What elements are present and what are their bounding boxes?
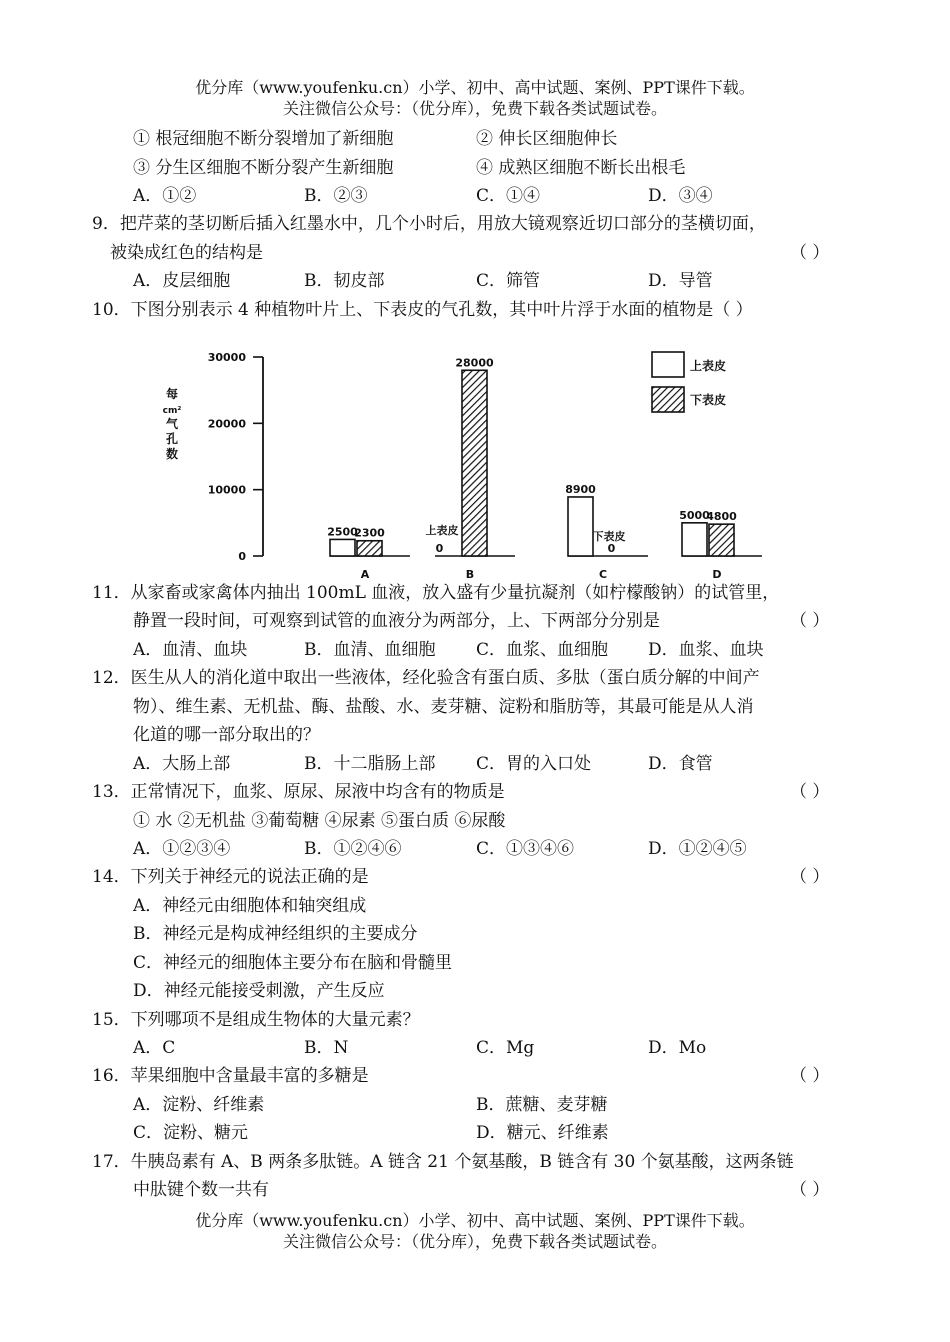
- q14-stem-line-1: 14．下列关于神经元的说法正确的是: [92, 867, 369, 887]
- q11-answer-paren: （ ）: [790, 611, 830, 631]
- bar-B-下表皮: [462, 370, 487, 556]
- q8-item-4: ④ 成熟区细胞不断长出根毛: [476, 158, 686, 178]
- q11-option-a: A．血清、血块: [133, 640, 248, 660]
- q13-option-a: A．①②③④: [133, 839, 231, 859]
- q9-option-c: C．筛管: [476, 271, 541, 291]
- q12-stem-line-2: 物）、维生素、无机盐、酶、盐酸、水、麦芽糖、淀粉和脂肪等，其最可能是从人消: [133, 697, 754, 717]
- q17-answer-paren: （ ）: [790, 1180, 830, 1200]
- q13-option-b: B．①②④⑥: [304, 839, 402, 859]
- x-tick-label-B: B: [465, 568, 475, 581]
- legend-label-upper: 上表皮: [690, 359, 727, 373]
- q11-option-d: D．血浆、血块: [648, 640, 764, 660]
- legend-swatch-upper: [652, 352, 684, 377]
- legend-label-lower: 下表皮: [690, 393, 727, 407]
- bar-label-C-下表皮: 0: [607, 542, 616, 555]
- q14-option-d: D．神经元能接受刺激，产生反应: [133, 981, 385, 1001]
- q8-option-b: B．②③: [304, 186, 368, 206]
- y-axis-label-part-4: 数: [165, 447, 179, 461]
- q14-option-a: A．神经元由细胞体和轴突组成: [133, 896, 367, 916]
- q8-item-3: ③ 分生区细胞不断分裂产生新细胞: [133, 158, 394, 178]
- q11-stem-line-2: 静置一段时间，可观察到试管的血液分为两部分，上、下两部分分别是: [133, 611, 660, 631]
- stomata-bar-chart: [0, 340, 950, 585]
- q13-items: ① 水 ②无机盐 ③葡萄糖 ④尿素 ⑤蛋白质 ⑥尿酸: [133, 811, 506, 831]
- bar-A-上表皮: [330, 539, 355, 556]
- q8-item-1: ① 根冠细胞不断分裂增加了新细胞: [133, 129, 394, 149]
- q16-option-b: B．蔗糖、麦芽糖: [476, 1095, 608, 1115]
- q15-option-d: D．Mo: [648, 1038, 707, 1058]
- q8-option-a: A．①②: [133, 186, 197, 206]
- q11-option-b: B．血清、血细胞: [304, 640, 436, 660]
- q9-answer-paren: （ ）: [790, 243, 830, 263]
- x-tick-label-A: A: [360, 568, 370, 581]
- q14-answer-paren: （ ）: [790, 867, 830, 887]
- bar-A-下表皮: [357, 541, 382, 556]
- y-axis-label-part-3: 孔: [165, 432, 179, 446]
- q11-option-c: C．血浆、血细胞: [476, 640, 609, 660]
- q13-stem-line-1: 13．正常情况下，血浆、原尿、尿液中均含有的物质是: [92, 782, 505, 802]
- q16-option-d: D．糖元、纤维素: [476, 1123, 609, 1143]
- q10-stem-line-1: 10．下图分别表示 4 种植物叶片上、下表皮的气孔数，其中叶片浮于水面的植物是（ ）: [92, 300, 753, 320]
- q15-option-b: B．N: [304, 1038, 349, 1058]
- q9-stem-line-2: 被染成红色的结构是: [110, 243, 263, 263]
- q9-option-a: A．皮层细胞: [133, 271, 231, 291]
- y-axis-label-part-0: 每: [165, 387, 179, 401]
- q15-option-a: A．C: [133, 1038, 176, 1058]
- q8-option-c: C．①④: [476, 186, 541, 206]
- q12-option-a: A．大肠上部: [133, 754, 231, 774]
- q11-stem-line-1: 11．从家畜或家禽体内抽出 100mL 血液，放入盛有少量抗凝剂（如柠檬酸钠）的试管里，: [92, 583, 780, 603]
- footer-line-2: 关注微信公众号：（优分库），免费下载各类试题试卷。: [282, 1232, 667, 1251]
- x-tick-label-C: C: [598, 568, 608, 581]
- q13-answer-paren: （ ）: [790, 782, 830, 802]
- q16-stem-line-1: 16．苹果细胞中含量最丰富的多糖是: [92, 1066, 369, 1086]
- q13-option-c: C．①③④⑥: [476, 839, 575, 859]
- header-line-2: 关注微信公众号：（优分库），免费下载各类试题试卷。: [282, 99, 667, 118]
- y-tick-label-3: 30000: [207, 351, 246, 364]
- q14-option-b: B．神经元是构成神经组织的主要成分: [133, 924, 418, 944]
- q12-option-d: D．食管: [648, 754, 713, 774]
- bar-label-D-下表皮: 4800: [706, 510, 737, 524]
- y-tick-label-0: 0: [238, 550, 246, 563]
- q14-option-c: C．神经元的细胞体主要分布在脑和骨髓里: [133, 953, 453, 973]
- x-tick-label-D: D: [712, 568, 722, 581]
- y-tick-label-1: 10000: [207, 483, 246, 497]
- q8-option-d: D．③④: [648, 186, 713, 206]
- q17-stem-line-2: 中肽键个数一共有: [133, 1180, 269, 1200]
- legend-swatch-lower: [652, 387, 684, 412]
- q8-item-2: ② 伸长区细胞伸长: [476, 129, 618, 149]
- bar-label-C-上表皮: 8900: [565, 482, 596, 496]
- bar-label-A-下表皮: 2300: [354, 526, 385, 540]
- q9-stem-line-1: 9．把芹菜的茎切断后插入红墨水中，几个小时后，用放大镜观察近切口部分的茎横切面，: [92, 214, 766, 234]
- q16-answer-paren: （ ）: [790, 1066, 830, 1086]
- q15-option-c: C．Mg: [476, 1038, 535, 1058]
- bar-label-B-上表皮: 0: [435, 542, 444, 555]
- bar-label-A-上表皮: 2500: [327, 525, 358, 539]
- header-line-1: 优分库（www.youfenku.cn）小学、初中、高中试题、案例、PPT课件下载。: [195, 78, 755, 97]
- y-axis-label-part-2: 气: [165, 417, 179, 431]
- q12-option-b: B．十二脂肠上部: [304, 754, 436, 774]
- q15-stem-line-1: 15．下列哪项不是组成生物体的大量元素？: [92, 1010, 420, 1030]
- y-axis-label-part-1: cm²: [162, 406, 182, 416]
- bar-label-D-上表皮: 5000: [679, 508, 710, 522]
- y-tick-label-2: 20000: [207, 417, 246, 431]
- footer-line-1: 优分库（www.youfenku.cn）小学、初中、高中试题、案例、PPT课件下载。: [195, 1211, 755, 1230]
- q16-option-c: C．淀粉、糖元: [133, 1123, 249, 1143]
- bar-C-上表皮: [568, 497, 593, 556]
- q9-option-b: B．韧皮部: [304, 271, 385, 291]
- inline-label-b-upper: 上表皮: [425, 524, 459, 537]
- inline-label-c-lower: 下表皮: [592, 530, 626, 543]
- q12-stem-line-3: 化道的哪一部分取出的？: [133, 725, 320, 745]
- q12-option-c: C．胃的入口处: [476, 754, 592, 774]
- q9-option-d: D．导管: [648, 271, 713, 291]
- bar-D-上表皮: [682, 523, 707, 556]
- q17-stem-line-1: 17．牛胰岛素有 A、B 两条多肽链。A 链含 21 个氨基酸，B 链含有 30 个氨基酸，这两条链: [92, 1152, 794, 1172]
- q12-stem-line-1: 12．医生从人的消化道中取出一些液体，经化验含有蛋白质、多肽（蛋白质分解的中间产: [92, 668, 760, 688]
- q16-option-a: A．淀粉、纤维素: [133, 1095, 265, 1115]
- q13-option-d: D．①②④⑤: [648, 839, 747, 859]
- bar-D-下表皮: [709, 524, 734, 556]
- bar-label-B-下表皮: 28000: [455, 356, 494, 370]
